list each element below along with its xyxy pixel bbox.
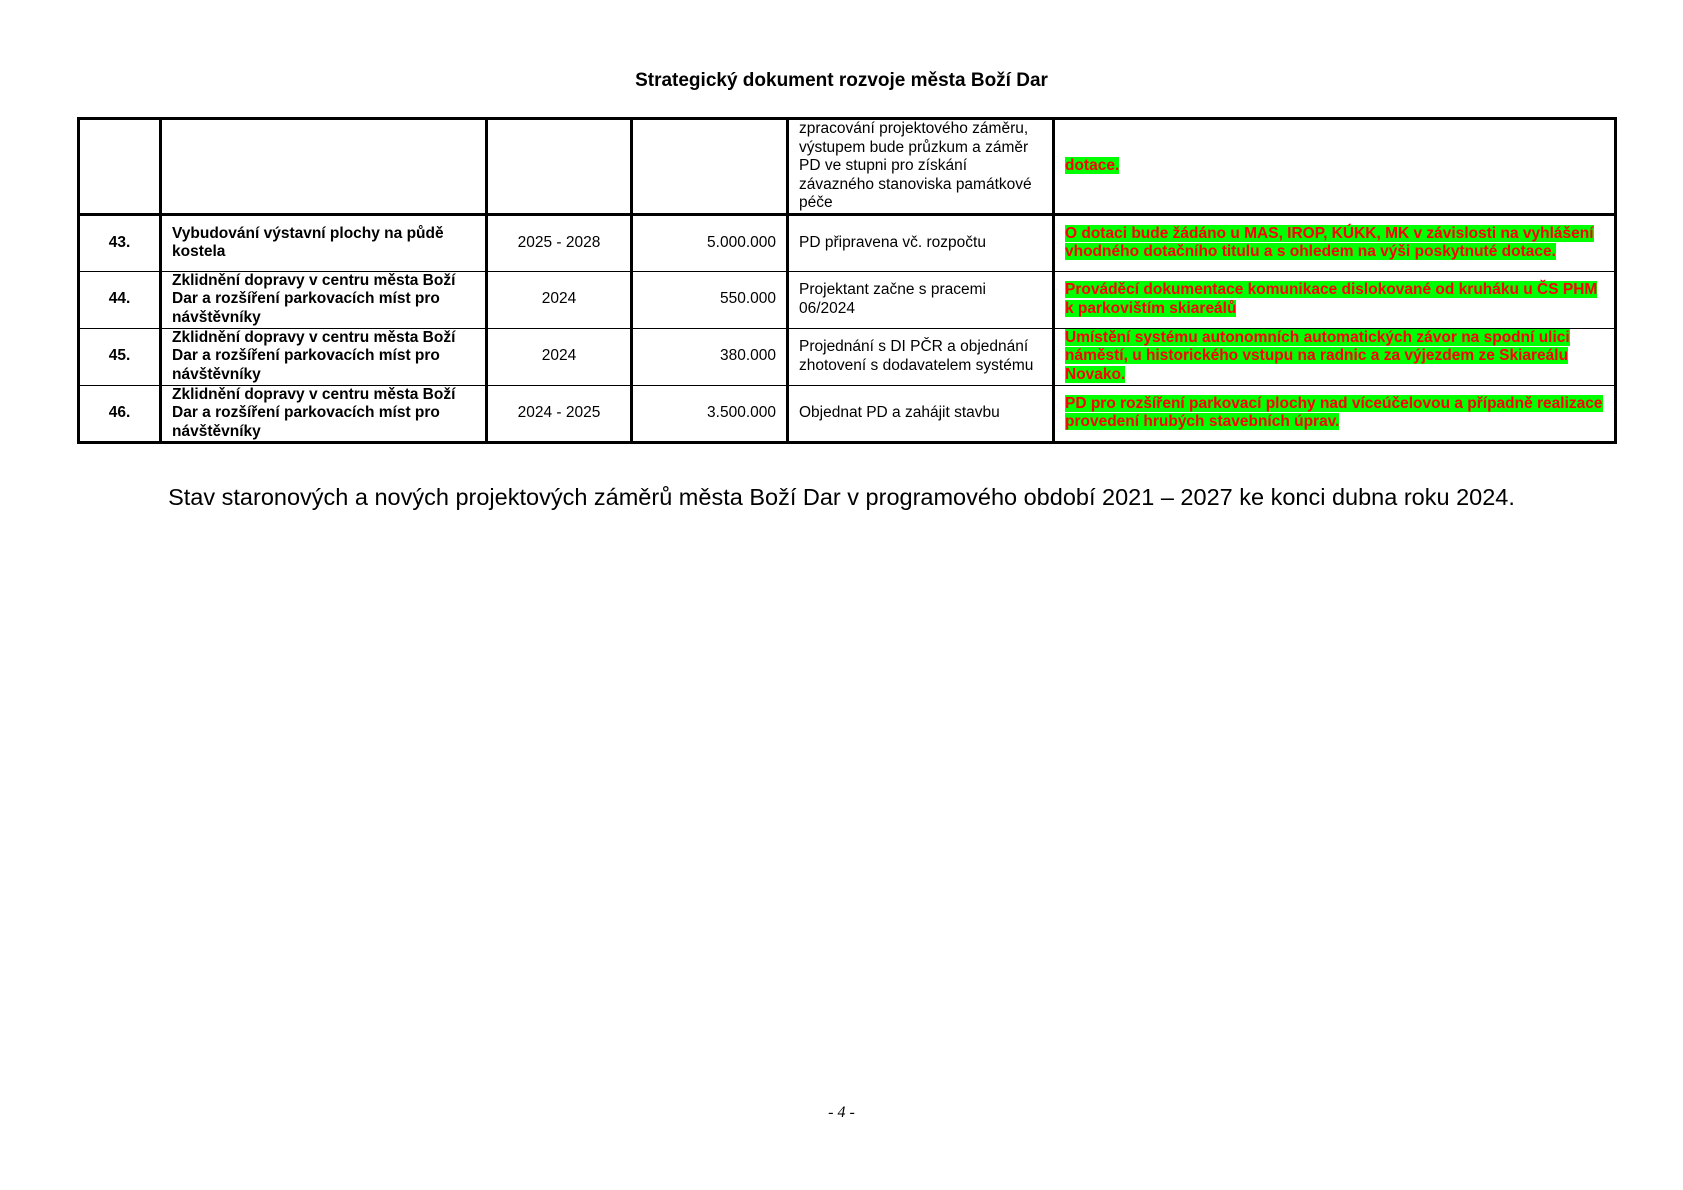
note-cell: [1054, 271, 1616, 328]
project-name-cell: Zklidnění dopravy v centru města Boží Dar a rozšíření parkovacích míst pro návštěvníky: [161, 385, 487, 443]
cost-cell: 5.000.000: [632, 214, 788, 271]
project-name-cell: Zklidnění dopravy v centru města Boží Dar a rozšíření parkovacích míst pro návštěvníky: [161, 271, 487, 328]
note-highlight: dotace.: [1065, 157, 1120, 174]
table-row: [79, 271, 1616, 328]
row-number-cell: 45.: [79, 328, 161, 385]
period-cell: 2025 - 2028: [487, 214, 632, 271]
table-row: [79, 328, 1616, 385]
note-highlight: O dotaci bude žádáno u MAS, IROP, KÚKK, MK v závislosti na vyhlášení vhodného dotačního titulu a s ohledem na výši poskytnuté dotace.: [1065, 224, 1594, 260]
projects-table: [77, 117, 1617, 444]
note-highlight: Prováděcí dokumentace komunikace dislokované od kruháku u ČS PHM k parkovištím skiareálů: [1065, 281, 1598, 317]
table-row: [79, 214, 1616, 271]
period-cell: 2024 - 2025: [487, 385, 632, 443]
project-name-cell: [161, 119, 487, 215]
table-caption: Stav staronových a nových projektových záměrů města Boží Dar v programového období 2021 – 2027 ke konci dubna roku 2024.: [168, 484, 1515, 510]
note-highlight: PD pro rozšíření parkovací plochy nad víceúčelovou a případně realizace provedení hrubých stavebních úprav.: [1065, 394, 1603, 431]
status-cell: zpracování projektového záměru, výstupem bude průzkum a záměr PD ve stupni pro získání závazného stanoviska památkové péče: [788, 119, 1054, 215]
row-number-cell: 46.: [79, 385, 161, 443]
page-title: Strategický dokument rozvoje města Boží Dar: [635, 70, 1048, 91]
period-cell: [487, 119, 632, 215]
note-cell: [1054, 214, 1616, 271]
row-number-cell: [79, 119, 161, 215]
note-highlight: Umístění systému autonomních automatických závor na spodní ulici náměstí, u historického vstupu na radnic a za výjezdem ze Skiareálu Novako.: [1065, 328, 1570, 383]
cost-cell: 550.000: [632, 271, 788, 328]
status-cell: Projektant začne s pracemi 06/2024: [788, 271, 1054, 328]
cost-cell: 3.500.000: [632, 385, 788, 443]
table-row-continuation: [79, 119, 1616, 215]
project-name-cell: Vybudování výstavní plochy na půdě kostela: [161, 214, 487, 271]
status-cell: Projednání s DI PČR a objednání zhotovení s dodavatelem systému: [788, 328, 1054, 385]
cost-cell: 380.000: [632, 328, 788, 385]
cost-cell: [632, 119, 788, 215]
row-number-cell: 43.: [79, 214, 161, 271]
project-name-cell: Zklidnění dopravy v centru města Boží Dar a rozšíření parkovacích míst pro návštěvníky: [161, 328, 487, 385]
note-cell: [1054, 119, 1616, 215]
note-cell: [1054, 385, 1616, 443]
status-cell: PD připravena vč. rozpočtu: [788, 214, 1054, 271]
status-cell: Objednat PD a zahájit stavbu: [788, 385, 1054, 443]
table-row: [79, 385, 1616, 443]
period-cell: 2024: [487, 328, 632, 385]
page-number: - 4 -: [828, 1104, 855, 1121]
note-cell: [1054, 328, 1616, 385]
row-number-cell: 44.: [79, 271, 161, 328]
period-cell: 2024: [487, 271, 632, 328]
